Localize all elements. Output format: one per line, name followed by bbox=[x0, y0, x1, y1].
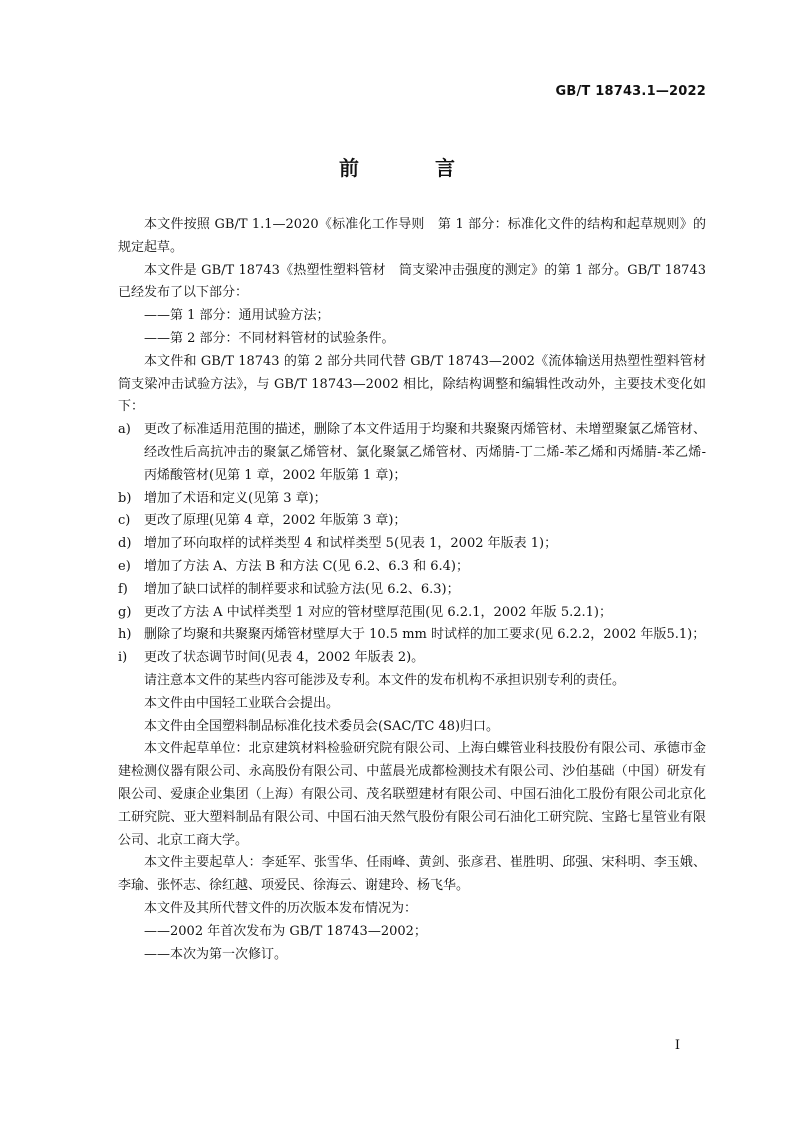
list-item bbox=[118, 533, 706, 556]
dash-item: ——本次为第一次修订。 bbox=[144, 946, 288, 962]
paragraph: 请注意本文件的某些内容可能涉及专利。本文件的发布机构不承担识别专利的责任。 bbox=[144, 672, 626, 688]
list-text: 删除了均聚和共聚聚丙烯管材壁厚大于 10.5 mm 时试样的加工要求(见 6.2.2，2002 年版5.1)； bbox=[144, 627, 706, 643]
list-text: 增加了术语和定义(见第 3 章)； bbox=[144, 490, 327, 506]
paragraph: 本文件和 GB/T 18743 的第 2 部分共同代替 GB/T 18743—2002《流体输送用热塑性塑料管材筒支梁冲击试验方法》，与 GB/T 18743—2002 相比，除结构调整和编辑性改动外，主要技术变化如下： bbox=[118, 353, 706, 415]
list-item bbox=[118, 647, 706, 670]
dash-item: ——第 2 部分：不同材料管材的试验条件。 bbox=[144, 330, 395, 346]
list-item bbox=[118, 556, 706, 579]
list-text: 增加了缺口试样的制样要求和试验方法(见 6.2、6.3)； bbox=[144, 581, 460, 597]
list-label: e) bbox=[118, 558, 131, 574]
paragraph: 本文件主要起草人：李延军、张雪华、任雨峰、黄剑、张彦君、崔胜明、邱强、宋科明、李玉娥、李瑜、张怀志、徐红越、项爱民、徐海云、谢建玲、杨飞华。 bbox=[118, 855, 706, 894]
paragraph: 本文件按照 GB/T 1.1—2020《标准化工作导则 第 1 部分：标准化文件的结构和起草规则》的规定起草。 bbox=[118, 217, 706, 255]
dash-item: ——第 1 部分：通用试验方法； bbox=[144, 308, 330, 324]
page-title: 前 言 bbox=[339, 156, 483, 180]
list-label: h) bbox=[118, 627, 132, 643]
dash-item: ——2002 年首次发布为 GB/T 18743—2002； bbox=[144, 923, 427, 939]
list-item bbox=[118, 419, 706, 487]
paragraph: 本文件由中国轻工业联合会提出。 bbox=[144, 695, 340, 711]
list-text: 更改了状态调节时间(见表 4，2002 年版表 2)。 bbox=[144, 650, 425, 666]
list-item bbox=[118, 602, 706, 625]
list-label: c) bbox=[118, 513, 131, 529]
paragraph: 本文件由全国塑料制品标准化技术委员会(SAC/TC 48)归口。 bbox=[144, 718, 500, 734]
changes-list bbox=[118, 419, 706, 670]
list-label: g) bbox=[118, 604, 132, 620]
standard-code: GB/T 18743.1—2022 bbox=[555, 84, 706, 99]
list-text: 增加了方法 A、方法 B 和方法 C(见 6.2、6.3 和 6.4)； bbox=[144, 558, 469, 574]
list-label: b) bbox=[118, 490, 132, 506]
list-label: i) bbox=[118, 650, 128, 666]
list-label: a) bbox=[118, 422, 131, 438]
paragraph: 本文件起草单位：北京建筑材料检验研究院有限公司、上海白蝶管业科技股份有限公司、承德市金建检测仪器有限公司、永高股份有限公司、中蓝晨光成都检测技术有限公司、沙伯基础（中国）研发有限公司、爱康企业集团（上海）有限公司、茂名联塑建材有限公司、中国石油化工股份有限公司北京化工研究院、亚大塑料制品有限公司、中国石油天然气股份有限公司石油化工研究院、宝路七星管业有限公司、北京工商大学。 bbox=[118, 741, 706, 848]
list-label: f) bbox=[118, 581, 128, 597]
foreword-body bbox=[118, 214, 706, 966]
list-item bbox=[118, 510, 706, 533]
paragraph: 本文件是 GB/T 18743《热塑性塑料管材 筒支梁冲击强度的测定》的第 1 部分。GB/T 18743 已经发布了以下部分： bbox=[118, 262, 706, 301]
list-text: 更改了方法 A 中试样类型 1 对应的管材壁厚范围(见 6.2.1，2002 年版 5.2.1)； bbox=[144, 604, 612, 620]
list-label: d) bbox=[118, 536, 132, 552]
list-item bbox=[118, 579, 706, 602]
list-item bbox=[118, 488, 706, 511]
paragraph: 本文件及其所代替文件的历次版本发布情况为： bbox=[144, 900, 418, 916]
list-text: 更改了原理(见第 4 章，2002 年版第 3 章)； bbox=[144, 513, 407, 529]
list-item bbox=[118, 624, 706, 647]
list-text: 增加了环向取样的试样类型 4 和试样类型 5(见表 1，2002 年版表 1)； bbox=[144, 536, 558, 552]
list-text: 更改了标准适用范围的描述，删除了本文件适用于均聚和共聚聚丙烯管材、未增塑聚氯乙烯管材、经改性后高抗冲击的聚氯乙烯管材、氯化聚氯乙烯管材、丙烯腈-丁二烯-苯乙烯和丙烯腈-苯乙烯-丙烯酸管材(见第 1 章，2002 年版第 1 章)； bbox=[144, 422, 706, 483]
page-number: I bbox=[674, 1038, 680, 1053]
